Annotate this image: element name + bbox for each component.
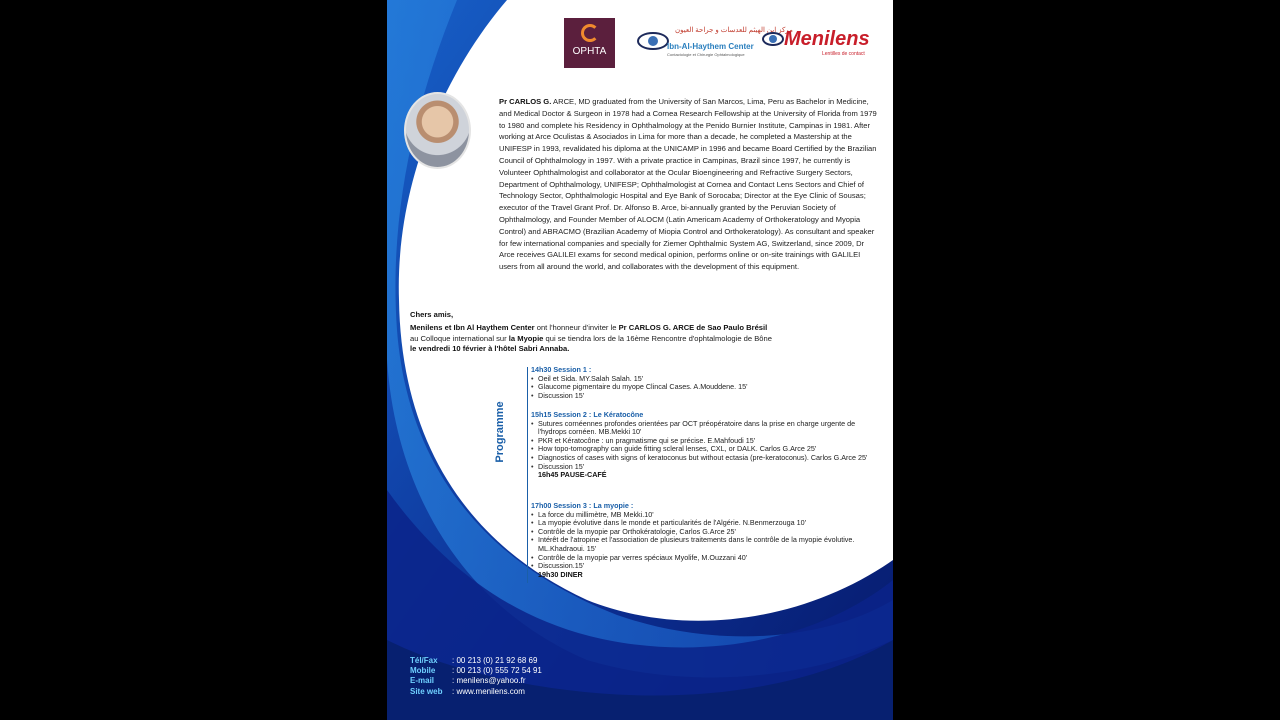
contact-label: E-mail <box>410 676 435 686</box>
hosts: Menilens et Ibn Al Haythem Center <box>410 323 535 332</box>
contact-label: Tél/Fax <box>410 656 438 665</box>
guest-speaker: Pr CARLOS G. ARCE de Sao Paulo Brésil <box>618 323 768 332</box>
speaker-name: Pr CARLOS G. <box>499 97 552 106</box>
contact-label: Site web <box>410 686 443 696</box>
flyer-page <box>387 0 893 720</box>
session-1 <box>531 366 881 400</box>
session-item: • Discussion 15' <box>531 392 881 401</box>
contact-email[interactable] <box>410 676 542 686</box>
session-item: • Discussion.15' <box>531 562 881 571</box>
ophta-swirl-icon <box>581 24 599 42</box>
contact-info <box>410 656 542 697</box>
session-item: • Sutures cornéennes profondes orientées par OCT préopératoire dans la prise en charge urgente de l'hydrops cornéen. MB.Mekki 10' <box>531 420 881 437</box>
ophta-logo <box>564 18 615 68</box>
session-item: • La force du millimètre, MB Mekki.10' <box>531 511 881 520</box>
topic: la Myopie <box>508 333 544 343</box>
menilens-logo-tagline: Lentilles de contact <box>822 51 865 57</box>
session-items <box>531 511 881 571</box>
session-item: • Glaucome pigmentaire du myope Clincal Cases. A.Mouddene. 15' <box>531 383 881 392</box>
session-title: 17h00 Session 3 : La myopie : <box>531 501 634 510</box>
contact-website[interactable] <box>410 687 542 697</box>
email-link[interactable]: : menilens@yahoo.fr <box>452 676 526 686</box>
letter-greeting: Chers amis, <box>410 310 454 319</box>
session-item: • Diagnostics of cases with signs of keratoconus but without ectasia (pre-keratoconus). Carlos G.Arce 25' <box>531 454 881 463</box>
ibn-logo-arabic: مركز ابن الهيثم للعدسات و جراحة العيون <box>675 27 793 34</box>
colloque-text: au Colloque international sur <box>410 333 509 343</box>
invite-text: ont l'honneur d'inviter le <box>534 323 619 332</box>
invitation-text <box>410 323 880 355</box>
session-item: • Contrôle de la myopie par verres spéciaux Myolife, M.Ouzzani 40' <box>531 554 881 563</box>
biography-text: ARCE, MD graduated from the University of San Marcos, Lima, Peru as Bachelor in Medicine, and Medical Doctor & Surgeon in 1978 had a Cornea Research Fellowship at the University of Florida from 1979 to 1980 and complete his Residency in Ophthalmology at the Penido Burnier Institute, Campinas in 1981. After working at Arce Oculistas & Asociados in Lima for more than a decade, he completed a Mastership at the UNIFESP in 1993, revalidated his diploma at the UNICAMP in 1996 and became Board Certified by the Brazilian Council of Ophthalmology in 1997. With a private practice in Campinas, Brazil since 1997, he currently is Volunteer Ophthalmologist and collaborator at the Ocular Bioengineering and Refractive Surgery Sectors, Department of Ophthalmology, UNIFESP; Ophthalmologist at Cornea and Contact Lens Sectors and Chief of Technology Sector, Ophthalmologic Hospital and Eye Bank of Sorocaba; Director at the Eye Clinic of Sousas; executor of the Travel Grant Prof. Dr. Alfonso B. Arce, bi-annually granted by the Peruvian Society of Ophthalmology, and Founder Member of ALOCM (Latin Americam Academy of Orthokeratology and Myopia Control) and ABRACMO (Brazilian Academy of Miopia Control and Orthokeratology). As consultant and speaker for few international companies and specially for Ziemer Ophthalmic System AG, Switzerland, since 2009, Dr Arce receives GALILEI exams for second medical opinion, performs online or on-site trainings with GALILEI users from all around the world, and collaborates with the development of this equipment. <box>499 97 877 272</box>
contact-mobile <box>410 666 542 676</box>
session-3 <box>531 502 881 579</box>
menilens-logo <box>762 28 882 60</box>
session-item: • La myopie évolutive dans le monde et particularités de l'Algérie. N.Benmerzouga 10' <box>531 519 881 528</box>
session-item: • Oeil et Sida. MY.Salah Salah. 15' <box>531 375 881 384</box>
event-text: qui se tiendra lors de la 16ème Rencontre d'ophtalmologie de Bône <box>543 333 772 343</box>
session-item: • Contrôle de la myopie par Orthokératologie, Carlos G.Arce 25' <box>531 528 881 537</box>
session-items <box>531 375 881 401</box>
contact-label: Mobile <box>410 666 436 676</box>
session-item: • How topo-tomography can guide fitting scleral lenses, CXL, or DALK. Carlos G.Arce 25' <box>531 445 881 454</box>
contact-phone-fax <box>410 656 542 666</box>
session-2 <box>531 411 881 480</box>
session-title: 15h15 Session 2 : Le Kératocône <box>531 410 644 419</box>
menilens-logo-name: Menilens <box>784 28 870 50</box>
ibn-al-haythem-logo <box>637 26 793 60</box>
ibn-logo-name: Ibn-Al-Haythem Center <box>667 42 754 51</box>
ibn-logo-subtitle: Contactologie et Chirurgie Ophtalmologique <box>667 52 745 57</box>
session-title: 14h30 Session 1 : <box>531 365 592 374</box>
website-link[interactable]: : www.menilens.com <box>452 686 525 696</box>
session-item: • PKR et Kératocône : un pragmatisme qui se précise. E.Mahfoudi 15' <box>531 437 881 446</box>
eye-icon <box>762 32 784 46</box>
programme-label: Programme <box>494 401 506 463</box>
speaker-photo <box>404 92 471 169</box>
session-item: • Intérêt de l'atropine et l'association de plusieurs traitements dans le contrôle de la myopie évolutive. ML.Khadraoui. 15' <box>531 536 881 553</box>
programme-divider <box>527 367 528 583</box>
session-items <box>531 420 881 472</box>
ophta-logo-text: OPHTA <box>572 46 607 57</box>
event-date: le vendredi 10 février à l'hôtel Sabri Annaba. <box>410 344 570 354</box>
contact-value: : 00 213 (0) 21 92 68 69 <box>452 656 538 665</box>
eye-icon <box>637 32 669 50</box>
speaker-biography <box>499 96 879 273</box>
session-item: • Discussion 15' <box>531 463 881 472</box>
dinner: 19h30 DINER <box>538 569 583 579</box>
contact-value: : 00 213 (0) 555 72 54 91 <box>452 666 542 676</box>
coffee-break: 16h45 PAUSE-CAFÉ <box>538 470 607 480</box>
